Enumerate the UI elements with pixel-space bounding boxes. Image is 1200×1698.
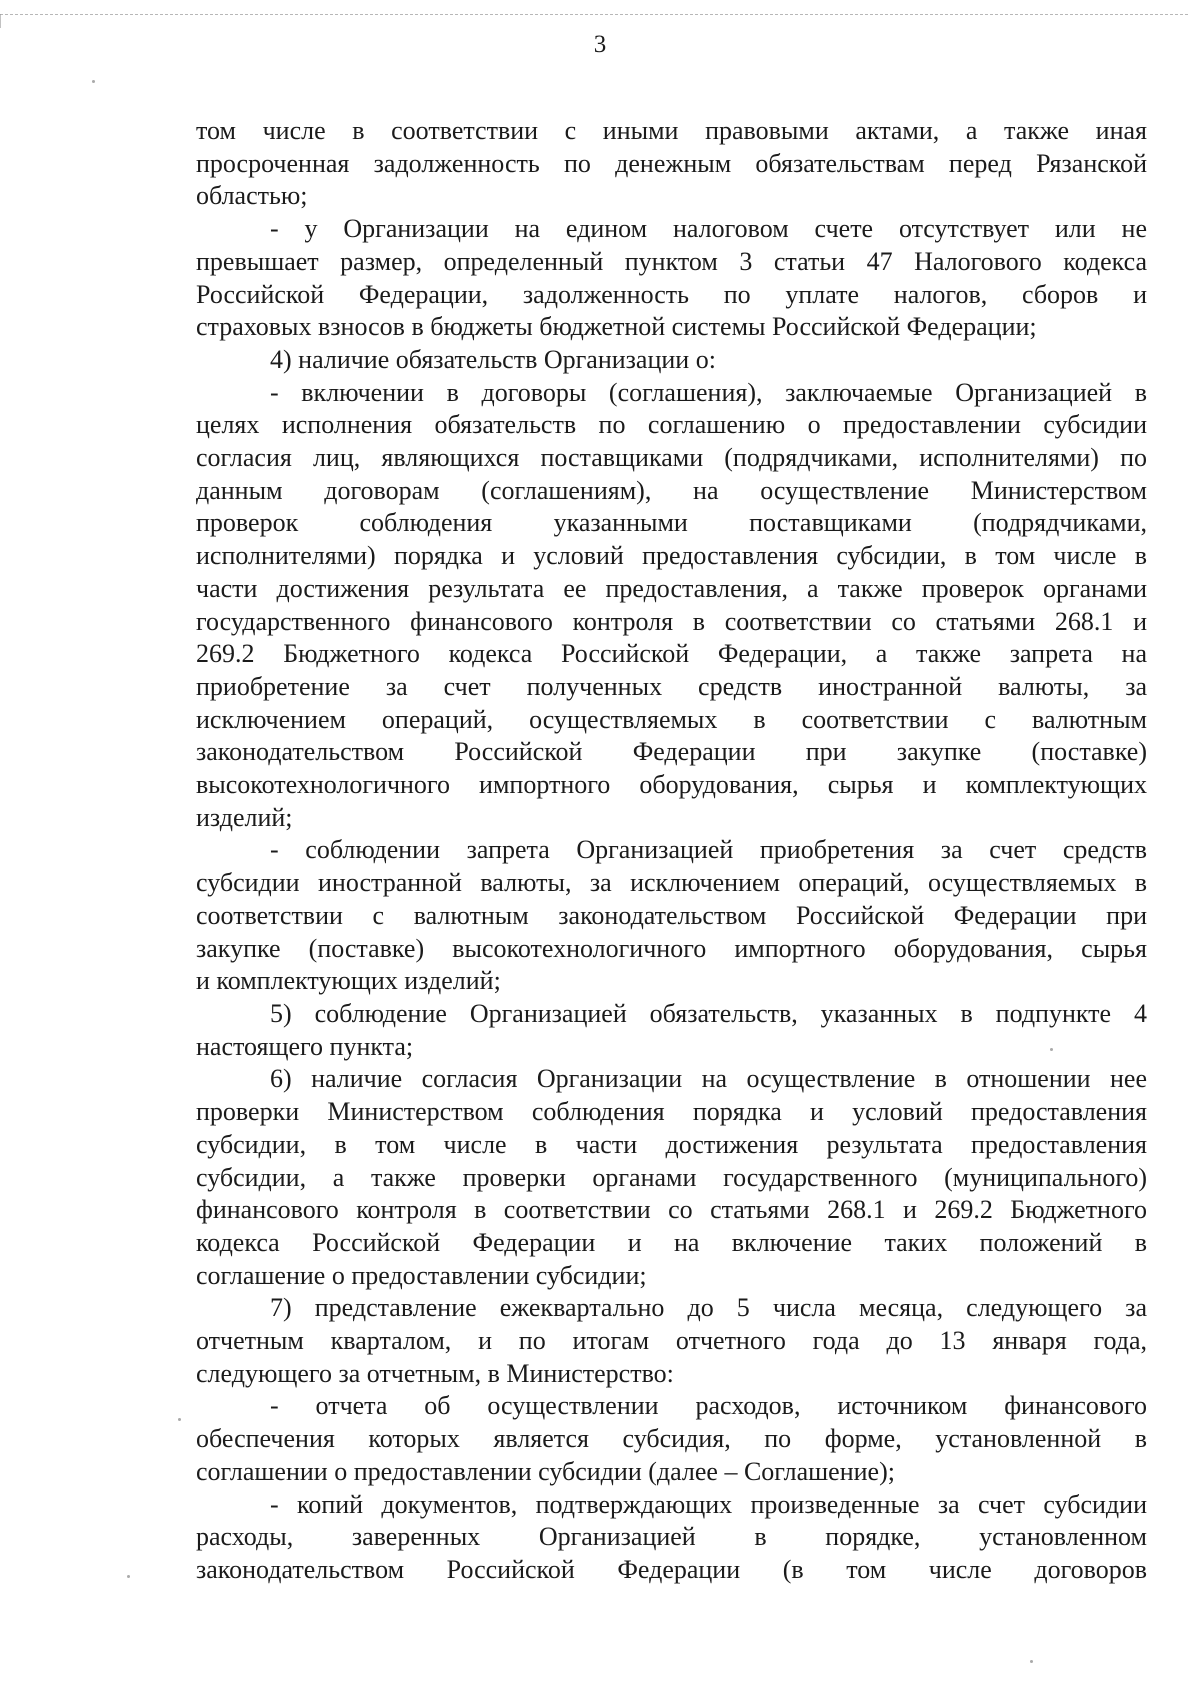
scan-edge-top [0, 14, 1188, 15]
text-line: Российской Федерации, задолженность по уплате налогов, сборов и [196, 279, 1147, 309]
text-line: 5) соблюдение Организацией обязательств, указанных в подпункте 4 [270, 998, 1147, 1028]
text-line: субсидии иностранной валюты, за исключением операций, осуществляемых в [196, 868, 1147, 898]
text-line: - у Организации на едином налоговом счете отсутствует или не [270, 214, 1147, 244]
paragraph [196, 1063, 1147, 1292]
text-line: обеспечения которых является субсидия, по форме, установленной в [196, 1424, 1147, 1454]
scan-edge-left [0, 14, 1, 28]
text-line: целях исполнения обязательств по соглашению о предоставлении субсидии [196, 410, 1147, 440]
text-line: отчетным кварталом, и по итогам отчетного года до 13 января года, [196, 1326, 1147, 1356]
text-line: 4) наличие обязательств Организации о: [270, 344, 716, 374]
text-line: просроченная задолженность по денежным обязательствам перед Рязанской [196, 148, 1147, 178]
text-line: - копий документов, подтверждающих произведенные за счет субсидии [270, 1489, 1147, 1519]
document-body [196, 115, 1147, 1587]
paragraph [196, 1489, 1147, 1587]
scan-speck [92, 80, 95, 83]
text-line: приобретение за счет полученных средств иностранной валюты, за [196, 671, 1147, 701]
text-line: следующего за отчетным, в Министерство: [196, 1358, 674, 1388]
text-line: превышает размер, определенный пунктом 3 статьи 47 Налогового кодекса [196, 246, 1147, 276]
text-line: проверки Министерством соблюдения порядка и условий предоставления [196, 1097, 1147, 1127]
paragraph [196, 998, 1147, 1063]
text-line: кодекса Российской Федерации и на включение таких положений в [196, 1227, 1147, 1257]
text-line: - включении в договоры (соглашения), заключаемые Организацией в [270, 377, 1147, 407]
text-line: субсидии, в том числе в части достижения результата предоставления [196, 1129, 1147, 1159]
text-line: исполнителями) порядка и условий предоставления субсидии, в том числе в [196, 541, 1147, 571]
text-line: соглашении о предоставлении субсидии (далее – Соглашение); [196, 1456, 895, 1486]
scan-speck [127, 1575, 130, 1578]
text-line: финансового контроля в соответствии со статьями 268.1 и 269.2 Бюджетного [196, 1195, 1147, 1225]
scan-speck [178, 1418, 181, 1421]
text-line: проверок соблюдения указанными поставщиками (подрядчиками, [196, 508, 1147, 538]
paragraph [196, 377, 1147, 835]
text-line: соглашение о предоставлении субсидии; [196, 1260, 647, 1290]
scan-speck [1050, 1048, 1053, 1051]
paragraph [196, 1292, 1147, 1390]
text-line: настоящего пункта; [196, 1031, 414, 1061]
paragraph [196, 834, 1147, 998]
paragraph [196, 344, 1147, 377]
text-line: 6) наличие согласия Организации на осуществление в отношении нее [270, 1064, 1147, 1094]
text-line: страховых взносов в бюджеты бюджетной системы Российской Федерации; [196, 312, 1037, 342]
text-line: 7) представление ежеквартально до 5 числа месяца, следующего за [270, 1293, 1147, 1323]
text-line: части достижения результата ее предоставления, а также проверок органами [196, 573, 1147, 603]
text-line: законодательством Российской Федерации (в том числе договоров [196, 1554, 1147, 1584]
text-line: областью; [196, 181, 308, 211]
paragraph [196, 1390, 1147, 1488]
page-number: 3 [593, 31, 607, 58]
text-line: закупке (поставке) высокотехнологичного импортного оборудования, сырья [196, 933, 1147, 963]
text-line: государственного финансового контроля в соответствии со статьями 268.1 и [196, 606, 1147, 636]
paragraph [196, 213, 1147, 344]
text-line: том числе в соответствии с иными правовыми актами, а также иная [196, 116, 1147, 145]
text-line: - соблюдении запрета Организацией приобретения за счет средств [270, 835, 1147, 865]
text-line: данным договорам (соглашениям), на осуществление Министерством [196, 475, 1147, 505]
text-line: соответствии с валютным законодательством Российской Федерации при [196, 900, 1147, 930]
text-line: субсидии, а также проверки органами государственного (муниципального) [196, 1162, 1147, 1192]
text-line: исключением операций, осуществляемых в соответствии с валютным [196, 704, 1147, 734]
text-line: согласия лиц, являющихся поставщиками (подрядчиками, исполнителями) по [196, 443, 1147, 473]
scan-speck [1030, 1660, 1033, 1663]
text-line: изделий; [196, 802, 293, 832]
text-line: расходы, заверенных Организацией в порядке, установленном [196, 1522, 1147, 1552]
text-line: - отчета об осуществлении расходов, источником финансового [270, 1391, 1147, 1421]
text-line: 269.2 Бюджетного кодекса Российской Федерации, а также запрета на [196, 639, 1147, 669]
text-line: и комплектующих изделий; [196, 966, 501, 996]
text-line: высокотехнологичного импортного оборудования, сырья и комплектующих [196, 770, 1147, 800]
text-line: законодательством Российской Федерации при закупке (поставке) [196, 737, 1147, 767]
paragraph [196, 115, 1147, 213]
